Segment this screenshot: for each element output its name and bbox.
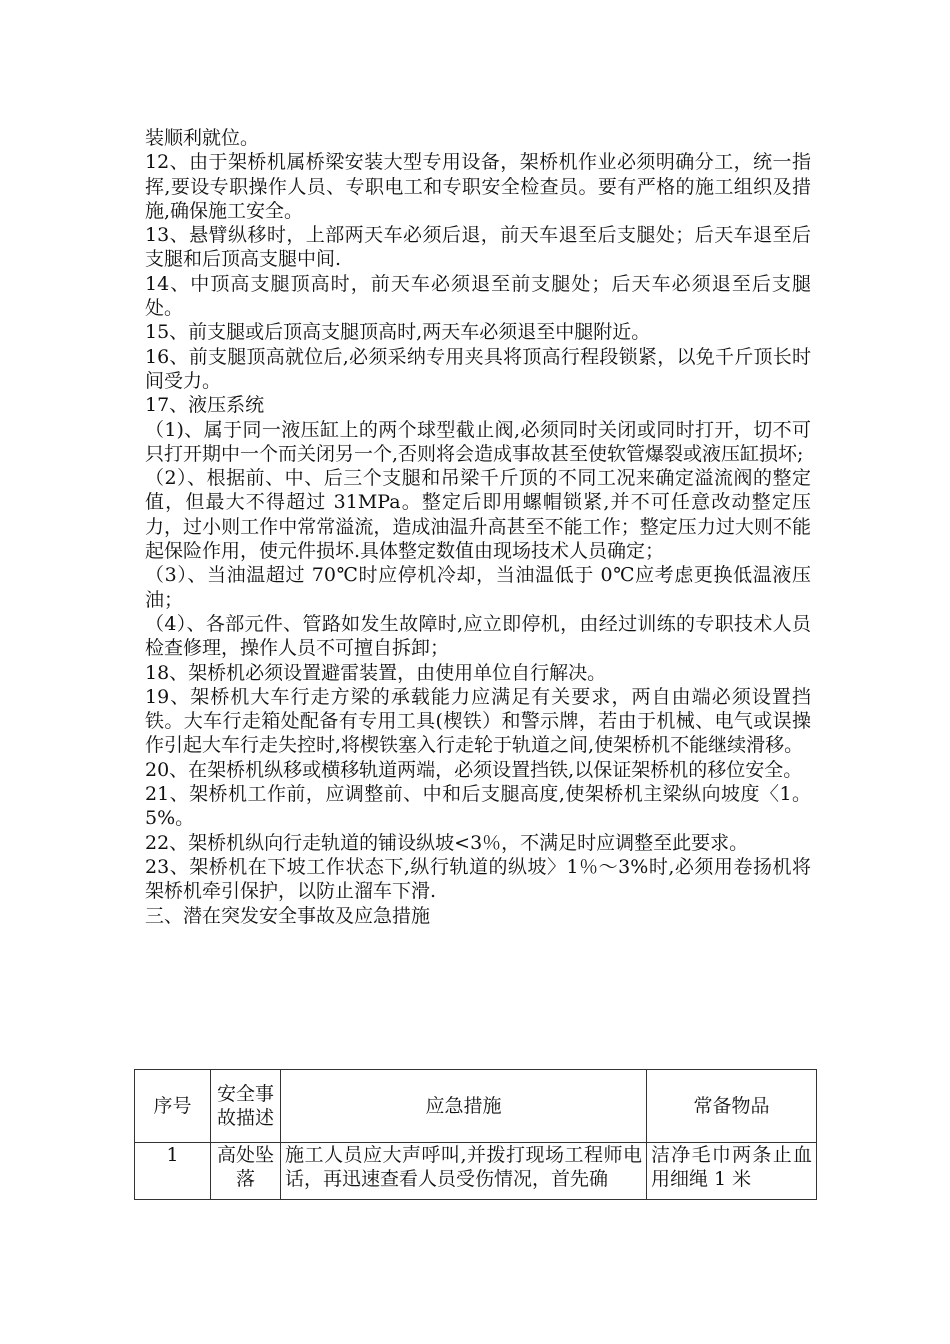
paragraph: 14、中顶高支腿顶高时，前天车必须退至前支腿处；后天车必须退至后支腿处。 xyxy=(145,272,811,320)
paragraph: 20、在架桥机纵移或横移轨道两端，必须设置挡铁,以保证架桥机的移位安全。 xyxy=(145,758,803,781)
cell-measures: 施工人员应大声呼叫,并拨打现场工程师电话，再迅速查看人员受伤情况，首先确 xyxy=(281,1143,647,1200)
paragraph: 12、由于架桥机属桥梁安装大型专用设备，架桥机作业必须明确分工，统一指挥,要设专职操作人员、专职电工和专职安全检查员。要有严格的施工组织及措施,确保施工安全。 xyxy=(145,151,811,222)
paragraph: 18、架桥机必须设置避雷装置，由使用单位自行解决。 xyxy=(145,661,607,684)
paragraph: （2）、根据前、中、后三个支腿和吊梁千斤顶的不同工况来确定溢流阀的整定值，但最大不得超过 31MPa。整定后即用螺帽锁紧,并不可任意改动整定压力，过小则工作中常常溢流，造成油温升高甚至不能工作；整定压力过大则不能起保险作用，使元件损坏.具体整定数值由现场技术人员确定； xyxy=(145,467,811,563)
table-row xyxy=(135,1143,817,1200)
paragraph: 21、架桥机工作前，应调整前、中和后支腿高度,使架桥机主梁纵向坡度〈1。5%。 xyxy=(145,783,811,830)
paragraph: 22、架桥机纵向行走轨道的铺设纵坡<3％，不满足时应调整至此要求。 xyxy=(145,831,749,854)
header-items: 常备物品 xyxy=(647,1070,817,1143)
paragraph: 16、前支腿顶高就位后,必须采纳专用夹具将顶高行程段锁紧，以免千斤顶长时间受力。 xyxy=(145,345,811,392)
paragraph: （3）、当油温超过 70℃时应停机冷却，当油温低于 0℃应考虑更换低温液压油； xyxy=(145,564,811,611)
section-heading: 三、潜在突发安全事故及应急措施 xyxy=(145,904,431,927)
paragraph: 装顺利就位。 xyxy=(145,127,260,149)
paragraph: 17、液压系统 xyxy=(145,394,265,417)
header-measures: 应急措施 xyxy=(281,1070,647,1143)
paragraph: 13、悬臂纵移时，上部两天车必须后退，前天车退至后支腿处；后天车退至后支腿和后顶高支腿中间. xyxy=(145,224,811,271)
cell-no: 1 xyxy=(135,1143,211,1200)
paragraph: 15、前支腿或后顶高支腿顶高时,两天车必须退至中腿附近。 xyxy=(145,321,651,344)
cell-items: 洁净毛巾两条止血用细绳 1 米 xyxy=(647,1143,817,1200)
header-description: 安全事故描述 xyxy=(211,1070,281,1143)
cell-description: 高处坠落 xyxy=(211,1143,281,1200)
table-header-row xyxy=(135,1070,817,1143)
paragraph: 19、架桥机大车行走方梁的承载能力应满足有关要求，两自由端必须设置挡铁。大车行走箱处配备有专用工具(楔铁）和警示牌，若由于机械、电气或误操作引起大车行走失控时,将楔铁塞入行走轮于轨道之间,使架桥机不能继续滑移。 xyxy=(145,685,811,757)
paragraph: （4）、各部元件、管路如发生故障时,应立即停机，由经过训练的专职技术人员检查修理，操作人员不可擅自拆卸； xyxy=(145,612,811,660)
header-no: 序号 xyxy=(135,1070,211,1143)
paragraph: 23、架桥机在下坡工作状态下,纵行轨道的纵坡〉1％～3%时,必须用卷扬机将架桥机牵引保护，以防止溜车下滑. xyxy=(145,855,811,903)
document-body xyxy=(145,126,811,928)
paragraph: （1)、属于同一液压缸上的两个球型截止阀,必须同时关闭或同时打开，切不可只打开期中一个而关闭另一个,否则将会造成事故甚至使软管爆裂或液压缸损坏; xyxy=(145,418,811,465)
emergency-measures-table xyxy=(134,1069,817,1200)
